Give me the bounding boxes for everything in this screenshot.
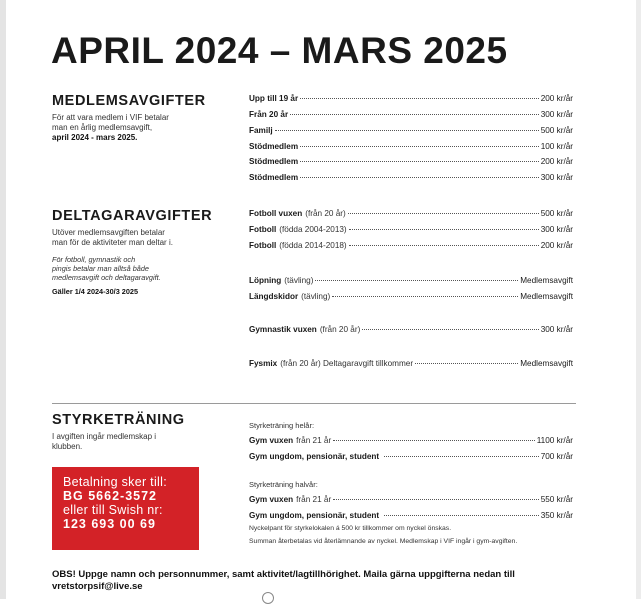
section-heading-medlemsavgifter: MEDLEMSAVGIFTER	[52, 93, 206, 109]
row-price: 200 kr/år	[540, 241, 573, 250]
row-note: (födda 2004-2013)	[279, 225, 347, 234]
row-label: Gym ungdom, pensionär, student	[249, 452, 380, 461]
price-row	[249, 126, 573, 138]
leader-dots	[333, 499, 539, 500]
price-row	[249, 436, 573, 448]
row-price: 350 kr/år	[540, 511, 573, 520]
row-label: Gym vuxen	[249, 436, 294, 445]
leader-dots	[415, 363, 518, 364]
row-label: Stödmedlem	[249, 173, 299, 182]
row-label: Fotboll	[249, 225, 277, 234]
leader-dots	[300, 177, 539, 178]
row-label: Stödmedlem	[249, 157, 299, 166]
row-price: Medlemsavgift	[520, 359, 573, 368]
row-label: Löpning	[249, 276, 282, 285]
leader-dots	[349, 229, 539, 230]
section-divider	[52, 403, 576, 404]
price-row	[249, 325, 573, 337]
payment-bankgiro: BG 5662-3572	[63, 489, 158, 503]
price-row	[249, 495, 573, 507]
leader-dots	[348, 213, 539, 214]
row-price: 100 kr/år	[540, 142, 573, 151]
price-row	[249, 511, 573, 523]
row-price: 550 kr/år	[540, 495, 573, 504]
deltagaravgifter-desc-2: man för de aktiviteter man deltar i.	[52, 238, 173, 247]
deltagaravgifter-italic-2: pingis betalar man alltså både	[52, 264, 149, 273]
key-deposit-note-2: Summan återbetalas vid återlämnande av nyckel. Medlemskap i VIF ingår i gym-avgiften.	[249, 538, 518, 545]
row-price: 300 kr/år	[540, 325, 573, 334]
payment-line-1: Betalning sker till:	[63, 475, 167, 489]
row-label: Fotboll vuxen	[249, 209, 303, 218]
row-label: Gymnastik vuxen	[249, 325, 317, 334]
deltagaravgifter-italic-3: medlemsavgift och deltagaravgift.	[52, 273, 161, 282]
section-heading-styrketraning: STYRKETRÄNING	[52, 412, 185, 428]
row-price: 300 kr/år	[540, 110, 573, 119]
row-price: 500 kr/år	[540, 209, 573, 218]
price-row	[249, 94, 573, 106]
leader-dots	[384, 515, 539, 516]
leader-dots	[300, 98, 539, 99]
row-note: (från 20 år)	[305, 209, 346, 218]
row-note: (från 20 år)	[319, 325, 361, 334]
leader-dots	[300, 146, 539, 147]
row-label: Gym vuxen	[249, 495, 294, 504]
row-label: Familj	[249, 126, 273, 135]
row-label: Fysmix	[249, 359, 278, 368]
leader-dots	[300, 161, 539, 162]
row-label: Fotboll	[249, 241, 277, 250]
price-row	[249, 173, 573, 185]
row-price: Medlemsavgift	[520, 292, 573, 301]
row-note: (från 20 år) Deltagaravgift tillkommer	[280, 359, 414, 368]
row-price: 300 kr/år	[540, 173, 573, 182]
leader-dots	[315, 280, 518, 281]
row-label: Längdskidor	[249, 292, 299, 301]
leader-dots	[275, 130, 539, 131]
price-row	[249, 110, 573, 122]
price-row	[249, 209, 573, 221]
row-price: 500 kr/år	[540, 126, 573, 135]
payment-line-3: eller till Swish nr:	[63, 503, 163, 517]
price-row	[249, 359, 573, 371]
row-price: 1100 kr/år	[536, 436, 573, 445]
leader-dots	[384, 456, 539, 457]
payment-swish: 123 693 00 69	[63, 517, 156, 531]
styrketraning-desc-2: klubben.	[52, 442, 83, 451]
page-title: APRIL 2024 – MARS 2025	[51, 30, 508, 71]
row-label: Från 20 år	[249, 110, 289, 119]
leader-dots	[333, 440, 535, 441]
row-price: 200 kr/år	[540, 157, 573, 166]
deltagaravgifter-desc-1: Utöver medlemsavgiften betalar	[52, 228, 165, 237]
row-price: Medlemsavgift	[520, 276, 573, 285]
key-deposit-note-1: Nyckelpant för styrkelokalen á 500 kr tillkommer om nyckel önskas.	[249, 525, 452, 532]
row-note: (tävling)	[284, 276, 314, 285]
medlemsavgifter-desc-2: man en årlig medlemsavgift,	[52, 123, 153, 132]
price-row	[249, 452, 573, 464]
page-edge-right	[636, 0, 641, 599]
row-price: 300 kr/år	[540, 225, 573, 234]
row-label: Gym ungdom, pensionär, student	[249, 511, 380, 520]
row-label: Upp till 19 år	[249, 94, 299, 103]
leader-dots	[332, 296, 518, 297]
row-label: Stödmedlem	[249, 142, 299, 151]
row-note: från 21 år	[296, 495, 332, 504]
payment-box	[52, 467, 199, 550]
deltagaravgifter-validity: Gäller 1/4 2024-30/3 2025	[52, 287, 139, 296]
row-note: (tävling)	[301, 292, 331, 301]
styrketraning-desc-1: I avgiften ingår medlemskap i	[52, 432, 157, 441]
row-note: (födda 2014-2018)	[279, 241, 347, 250]
price-row	[249, 142, 573, 154]
leader-dots	[290, 114, 539, 115]
footer-note: OBS! Uppge namn och personnummer, samt aktivitet/lagtillhörighet. Maila gärna uppgifterna nedan till vretstorpsif@live.se	[52, 569, 515, 592]
price-row	[249, 241, 573, 253]
page-edge-left	[0, 0, 6, 599]
scroll-indicator-icon[interactable]	[262, 592, 274, 604]
leader-dots	[349, 245, 539, 246]
leader-dots	[362, 329, 538, 330]
price-row	[249, 225, 573, 237]
row-price: 700 kr/år	[540, 452, 573, 461]
price-row	[249, 292, 573, 304]
price-row	[249, 276, 573, 288]
medlemsavgifter-desc-1: För att vara medlem i VIF betalar	[52, 113, 169, 122]
halvar-label: Styrketräning halvår:	[249, 480, 318, 489]
section-heading-deltagaravgifter: DELTAGARAVGIFTER	[52, 208, 213, 224]
helar-label: Styrketräning helår:	[249, 421, 315, 430]
row-price: 200 kr/år	[540, 94, 573, 103]
row-note: från 21 år	[296, 436, 332, 445]
deltagaravgifter-italic-1: För fotboll, gymnastik och	[52, 255, 136, 264]
medlemsavgifter-period: april 2024 - mars 2025.	[52, 133, 138, 142]
price-row	[249, 157, 573, 169]
